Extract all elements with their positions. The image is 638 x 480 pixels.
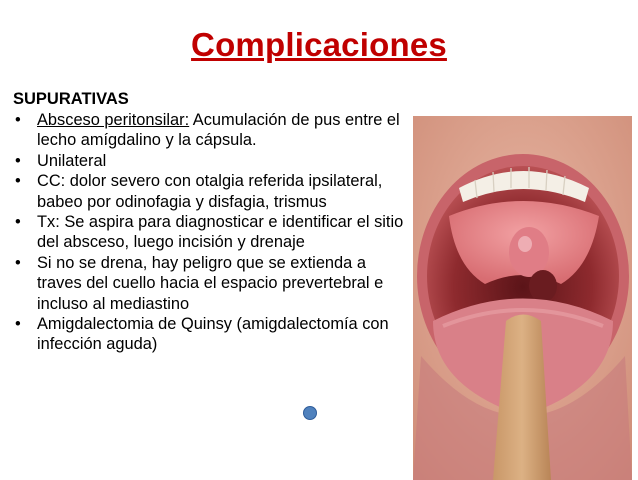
slide-title: Complicaciones <box>191 26 447 63</box>
bullet-item: • Amigdalectomia de Quinsy (amigdalectomía con infección aguda) <box>13 314 415 355</box>
section-heading: SUPURATIVAS <box>13 90 129 108</box>
throat-photo <box>413 116 632 480</box>
bullet-item: • Tx: Se aspira para diagnosticar e identificar el sitio del absceso, luego incisión y drenaje <box>13 212 415 253</box>
bullet-term: Absceso peritonsilar: <box>37 111 190 129</box>
bullet-item: • Si no se drena, hay peligro que se extienda a traves del cuello hacia el espacio prevertebral e incluso al mediastino <box>13 253 415 314</box>
pointer-dot <box>303 406 317 420</box>
bullet-item <box>13 110 415 151</box>
bullet-text: Acumulación de pus entre el lecho amígdalino y la cápsula. <box>37 111 400 150</box>
bullet-item: • CC: dolor severo con otalgia referida ipsilateral, babeo por odinofagia y disfagia, trismus <box>13 171 415 212</box>
bullet-item: • Unilateral <box>13 151 415 171</box>
bullet-list <box>13 110 415 355</box>
